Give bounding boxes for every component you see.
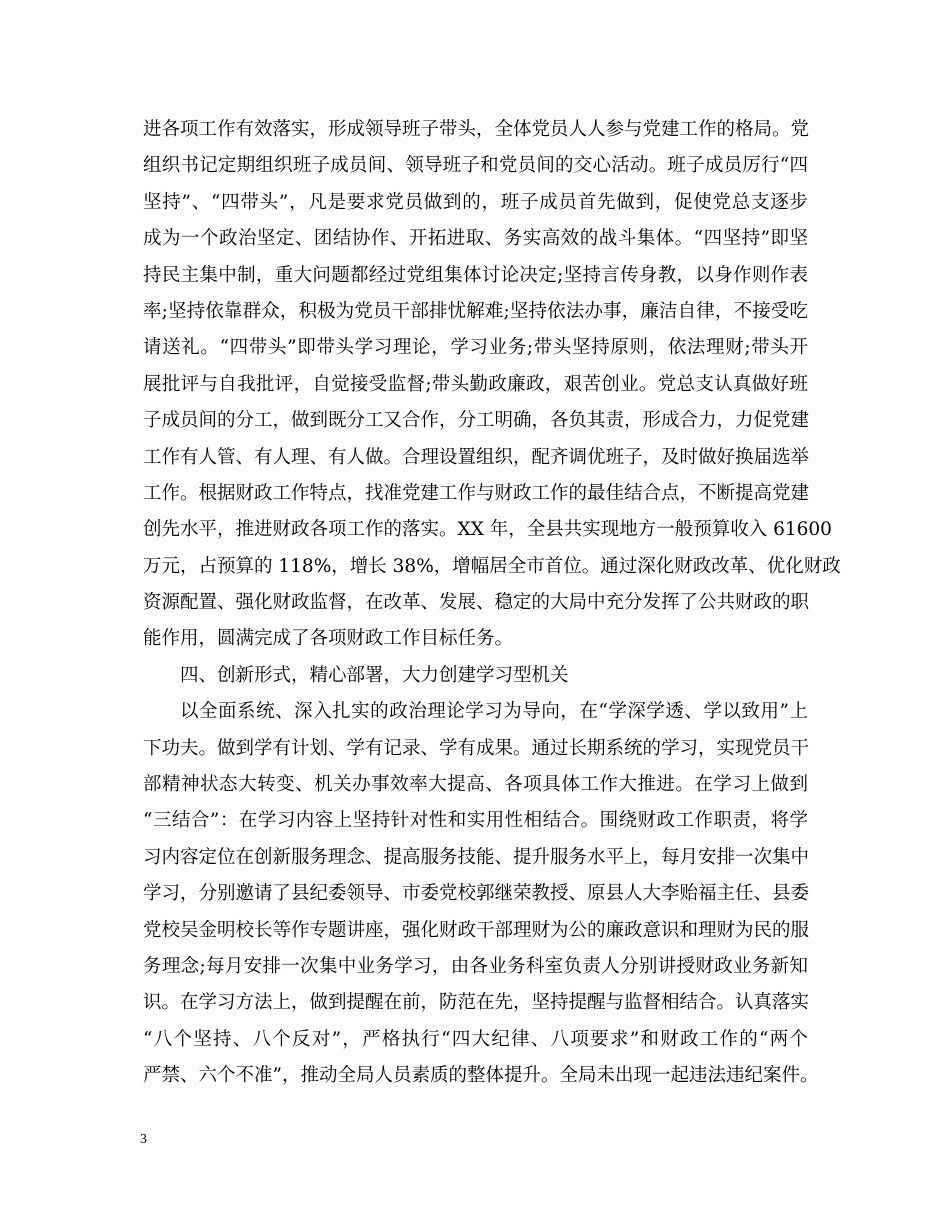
text-line: 成为一个政治坚定、团结协作、开拓进取、务实高效的战斗集体。“四坚持”即坚	[143, 228, 808, 250]
text-line: “八个坚持、八个反对”，严格执行“四大纪律、八项要求”和财政工作的“两个	[143, 1028, 808, 1050]
text-line: 识。在学习方法上，做到提醒在前，防范在先，坚持提醒与监督相结合。认真落实	[143, 992, 810, 1014]
text-line: 创先水平，推进财政各项工作的落实。XX 年，全县共实现地方一般预算收入 61600	[143, 519, 832, 541]
text-line: 严禁、六个不准”，推动全局人员素质的整体提升。全局未出现一起违法违纪案件。	[143, 1065, 819, 1087]
text-line: 工作。根据财政工作特点，找准党建工作与财政工作的最佳结合点，不断提高党建	[143, 482, 810, 504]
page-number: 3	[140, 1132, 147, 1147]
text-line: “三结合”：在学习内容上坚持针对性和实用性相结合。围绕财政工作职责，将学	[143, 810, 808, 832]
text-line: 工作有人管、有人理、有人做。合理设置组织，配齐调优班子，及时做好换届选举	[143, 446, 810, 468]
text-line: 持民主集中制，重大问题都经过党组集体讨论决定;坚持言传身教，以身作则作表	[143, 264, 808, 286]
text-line: 务理念;每月安排一次集中业务学习，由各业务科室负责人分别讲授财政业务新知	[143, 955, 808, 977]
section-heading: 四、创新形式，精心部署，大力创建学习型机关	[180, 664, 569, 686]
text-line: 能作用，圆满完成了各项财政工作目标任务。	[143, 628, 514, 650]
text-line: 进各项工作有效落实，形成领导班子带头，全体党员人人参与党建工作的格局。党	[143, 119, 810, 140]
text-line: 组织书记定期组织班子成员间、领导班子和党员间的交心活动。班子成员厉行“四	[143, 155, 808, 177]
text-line: 党校吴金明校长等作专题讲座，强化财政干部理财为公的廉政意识和理财为民的服	[143, 919, 810, 941]
body-text	[143, 112, 841, 1095]
text-line: 习内容定位在创新服务理念、提高服务技能、提升服务水平上，每月安排一次集中	[143, 846, 810, 868]
paragraph-learning-organization	[143, 694, 819, 1094]
text-line: 率;坚持依靠群众，积极为党员干部排忧解难;坚持依法办事，廉洁自律，不接受吃	[143, 300, 808, 322]
text-line: 子成员间的分工，做到既分工又合作，分工明确，各负其责，形成合力，力促党建	[143, 410, 810, 432]
text-line: 学习，分别邀请了县纪委领导、市委党校郭继荣教授、原县人大李贻福主任、县委	[143, 883, 810, 905]
text-line: 下功夫。做到学有计划、学有记录、学有成果。通过长期系统的学习，实现党员干	[143, 737, 810, 759]
text-line: 万元，占预算的 118%，增长 38%，增幅居全市首位。通过深化财政改革、优化财政	[143, 555, 841, 577]
text-line: 坚持”、“四带头”，凡是要求党员做到的，班子成员首先做到，促使党总支逐步	[143, 191, 808, 213]
text-line: 部精神状态大转变、机关办事效率大提高、各项具体工作大推进。在学习上做到	[143, 774, 808, 796]
paragraph-party-building	[143, 112, 841, 658]
text-line: 请送礼。“四带头”即带头学习理论，学习业务;带头坚持原则，依法理财;带头开	[143, 337, 808, 359]
text-line: 展批评与自我批评，自觉接受监督;带头勤政廉政，艰苦创业。党总支认真做好班	[143, 373, 808, 395]
text-line: 资源配置、强化财政监督，在改革、发展、稳定的大局中充分发挥了公共财政的职	[143, 592, 810, 614]
text-line: 以全面系统、深入扎实的政治理论学习为导向，在“学深学透、学以致用”上	[180, 701, 808, 723]
